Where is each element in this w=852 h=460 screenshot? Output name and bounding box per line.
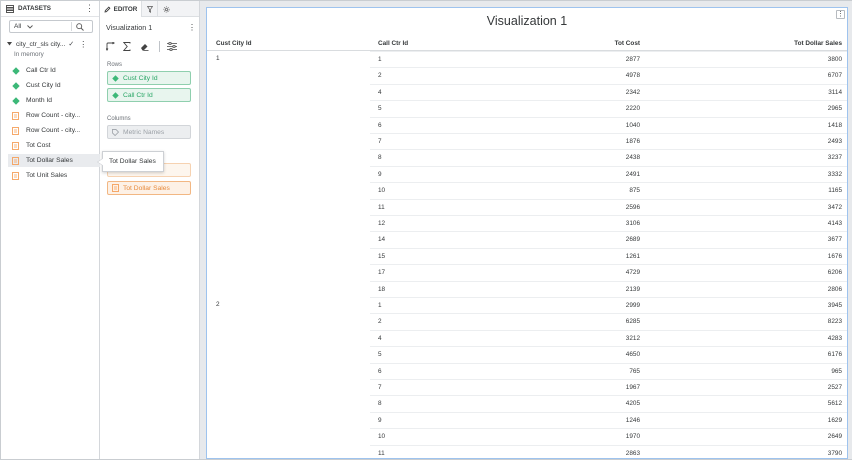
cell-tot-cost[interactable]: 3106 [625,220,640,227]
cell-call-ctr-id[interactable]: 10 [378,187,386,195]
dataset-object-label: Row Count - city... [26,127,81,134]
cell-tot-cost[interactable]: 4650 [625,351,640,359]
cell-call-ctr-id[interactable]: 4 [378,88,382,96]
editor-tabs [100,1,199,17]
datasets-more-icon[interactable]: ⋮ [85,3,94,13]
visualization-container[interactable] [206,7,848,459]
metric-icon [12,157,20,165]
cell-tot-dollar-sales[interactable]: 6707 [827,72,842,80]
dataset-filter-dropdown[interactable] [9,20,93,33]
cell-tot-dollar-sales[interactable]: 3237 [827,154,842,162]
dataset-object-label: Tot Cost [26,142,51,149]
cell-tot-cost[interactable]: 1876 [625,138,640,145]
pill-label: Cust City Id [123,74,158,82]
cell-tot-dollar-sales[interactable]: 3800 [827,56,842,63]
cell-tot-cost[interactable]: 1967 [625,384,640,391]
cell-tot-dollar-sales[interactable]: 3332 [827,170,842,178]
table-row[interactable] [370,248,847,264]
cell-tot-dollar-sales[interactable]: 2493 [827,138,842,145]
sum-icon[interactable] [123,40,140,52]
dataset-object-metric[interactable] [12,109,100,122]
table-row[interactable] [370,379,847,395]
cell-tot-cost[interactable]: 875 [629,187,640,195]
table-row[interactable] [370,363,847,379]
dataset-object-attribute[interactable] [12,94,100,107]
cell-call-ctr-id[interactable]: 7 [378,138,382,145]
cell-tot-cost[interactable]: 1261 [625,252,640,260]
cell-tot-cost[interactable]: 765 [629,367,640,375]
cell-tot-dollar-sales[interactable]: 2649 [827,433,842,441]
grid-table [207,35,847,457]
dataset-object-label: Tot Unit Sales [26,172,68,179]
cell-tot-dollar-sales[interactable]: 6176 [827,351,842,359]
cell-tot-dollar-sales[interactable]: 965 [831,367,842,375]
columns-zone-label: Columns [107,116,131,122]
cell-tot-cost[interactable]: 6285 [625,318,640,326]
dataset-object-metric[interactable] [8,154,100,167]
table-row[interactable] [370,117,847,133]
dataset-filter-value: All [14,23,22,30]
table-row[interactable] [370,199,847,215]
cell-call-ctr-id[interactable]: 11 [378,203,385,211]
cell-tot-cost[interactable]: 2689 [625,236,640,244]
cell-call-ctr-id[interactable]: 8 [378,400,382,408]
tag-icon [112,129,119,136]
rows-zone-label: Rows [107,62,123,68]
cell-call-ctr-id[interactable]: 6 [378,367,382,375]
dataset-object-metric[interactable] [12,139,100,152]
drag-tooltip: Tot Dollar Sales [102,151,164,172]
cell-call-ctr-id[interactable]: 14 [378,236,386,244]
cell-tot-cost[interactable]: 2491 [625,170,640,178]
datasets-title: DATASETS [18,5,51,12]
dataset-object-label: Tot Dollar Sales [26,157,73,164]
datasets-panel [1,1,100,459]
dataset-object-metric[interactable] [12,169,100,182]
table-row[interactable] [370,412,847,428]
cell-tot-dollar-sales[interactable]: 3472 [827,203,842,211]
cell-tot-cost[interactable]: 2139 [625,285,640,293]
cell-call-ctr-id[interactable]: 8 [378,154,382,162]
table-row[interactable] [370,264,847,280]
checkmark-icon: ✓ [68,41,75,48]
chevron-down-icon [27,25,33,29]
cell-tot-cost[interactable]: 1040 [625,121,640,129]
dataset-object-label: Cust City Id [26,82,61,89]
cell-tot-dollar-sales[interactable]: 1418 [827,121,842,129]
rows-pill-call-ctr-id[interactable] [107,88,191,102]
dataset-status: In memory [14,51,44,58]
attribute-icon [112,92,119,99]
cell-tot-cost[interactable]: 2596 [625,203,640,211]
table-row[interactable] [370,313,847,329]
visualization-title: Visualization 1 [486,14,568,28]
header-call-ctr-id[interactable]: Call Ctr Id [378,40,409,47]
tab-filter[interactable] [142,1,158,17]
dataset-more-icon[interactable]: ⋮ [79,39,88,49]
cell-tot-cost[interactable]: 1246 [625,416,640,424]
cell-call-ctr-id[interactable]: 12 [378,220,386,227]
cell-call-ctr-id[interactable]: 18 [378,285,386,293]
pencil-icon [104,6,111,13]
cell-call-ctr-id[interactable]: 2 [378,72,382,80]
columns-pill-metric-names[interactable] [107,125,191,139]
eraser-icon[interactable] [140,40,157,52]
table-row[interactable] [370,330,847,346]
swap-axes-icon[interactable] [106,40,123,52]
cell-tot-dollar-sales[interactable]: 4283 [827,334,842,342]
cell-tot-dollar-sales[interactable]: 4143 [827,220,842,227]
dataset-object-attribute[interactable] [12,79,100,92]
table-row[interactable] [370,182,847,198]
cell-tot-dollar-sales[interactable]: 3945 [827,302,842,309]
cell-call-ctr-id[interactable]: 6 [378,121,382,129]
cell-tot-cost[interactable]: 2877 [625,56,640,63]
tab-format[interactable] [158,1,174,17]
cell-tot-dollar-sales[interactable]: 1165 [828,187,842,195]
dataset-object-attribute[interactable] [12,64,100,77]
cell-tot-cost[interactable]: 4978 [625,72,640,80]
table-row[interactable] [370,100,847,116]
dataset-name: city_ctr_sls city... [16,40,66,48]
cell-tot-cost[interactable]: 2863 [625,449,640,457]
dataset-row[interactable] [7,38,97,50]
attribute-icon [112,75,119,82]
dataset-object-label: Month Id [26,97,53,104]
cell-tot-dollar-sales[interactable]: 2965 [827,105,842,113]
table-row[interactable] [370,445,847,460]
table-row[interactable] [370,166,847,182]
editor-more-icon[interactable]: ⋮ [188,23,196,32]
cell-tot-dollar-sales[interactable]: 5612 [827,400,842,408]
cell-tot-dollar-sales[interactable]: 2806 [827,285,842,293]
table-row[interactable] [370,133,847,149]
table-row[interactable] [370,346,847,362]
cell-call-ctr-id[interactable]: 1 [378,302,382,309]
cell-call-ctr-id[interactable]: 11 [378,449,385,457]
database-icon [6,5,14,13]
pill-label: Tot Dollar Sales [123,184,170,192]
table-row[interactable] [370,84,847,100]
cell-call-ctr-id[interactable]: 9 [378,170,382,178]
cell-cust-city-id[interactable]: 1 [216,55,220,62]
header-tot-dollar-sales[interactable]: Tot Dollar Sales [794,40,842,47]
cell-call-ctr-id[interactable]: 17 [378,269,386,277]
cell-tot-cost[interactable]: 3212 [625,334,640,342]
table-row[interactable] [370,215,847,231]
metric-icon [12,127,20,135]
grid-header-row [207,35,847,51]
cell-call-ctr-id[interactable]: 7 [378,384,382,391]
attribute-icon [12,97,20,105]
metrics-pill-tot-dollar-sales[interactable] [107,181,191,195]
metric-icon [12,172,20,180]
attribute-icon [12,67,20,75]
cell-tot-dollar-sales[interactable]: 3790 [827,449,842,457]
table-row[interactable] [370,428,847,444]
editor-panel [100,1,200,459]
pill-label: Call Ctr Id [123,91,153,99]
cell-call-ctr-id[interactable]: 4 [378,334,382,342]
cell-tot-dollar-sales[interactable]: 6206 [827,269,842,277]
cell-tot-dollar-sales[interactable]: 8223 [827,318,842,326]
editor-viz-name: Visualization 1 [106,23,153,32]
rows-pill-cust-city-id[interactable] [107,71,191,85]
tab-editor[interactable] [100,1,142,17]
metric-icon [112,184,119,192]
table-row[interactable] [370,51,847,67]
dataset-object-metric[interactable] [12,124,100,137]
table-row[interactable] [370,297,847,313]
caret-down-icon[interactable] [7,42,12,46]
cell-tot-dollar-sales[interactable]: 3677 [827,236,842,244]
table-row[interactable] [370,281,847,297]
cell-call-ctr-id[interactable]: 2 [378,318,382,326]
cell-call-ctr-id[interactable]: 5 [378,351,382,359]
search-icon[interactable] [76,23,84,31]
cell-tot-cost[interactable]: 2220 [625,105,640,113]
cell-tot-dollar-sales[interactable]: 1629 [827,416,842,424]
cell-call-ctr-id[interactable]: 9 [378,416,382,424]
header-cust-city-id[interactable]: Cust City Id [216,40,252,47]
cell-cust-city-id[interactable]: 2 [216,301,220,308]
cell-tot-cost[interactable]: 2342 [625,88,640,96]
cell-call-ctr-id[interactable]: 1 [378,56,382,63]
cell-tot-dollar-sales[interactable]: 1676 [827,252,842,260]
metric-icon [12,142,20,150]
dataset-object-label: Call Ctr Id [26,67,56,74]
metric-icon [12,112,20,120]
cell-call-ctr-id[interactable]: 15 [378,252,386,260]
cell-tot-cost[interactable]: 4205 [625,400,640,408]
settings-sliders-icon[interactable] [167,40,184,52]
gear-icon [163,6,170,13]
dataset-object-label: Row Count - city... [26,112,81,119]
cell-tot-cost[interactable]: 2999 [625,302,640,309]
header-tot-cost[interactable]: Tot Cost [614,40,640,47]
table-row[interactable] [370,67,847,83]
cell-tot-dollar-sales[interactable]: 2527 [827,384,842,391]
editor-toolbar [106,40,184,52]
pill-label: Metric Names [123,128,165,136]
tab-editor-label: EDITOR [113,5,138,13]
table-row[interactable] [370,149,847,165]
table-row[interactable] [370,231,847,247]
cell-tot-cost[interactable]: 2438 [625,154,640,162]
datasets-header [1,1,99,17]
toolbar-separator [159,41,160,52]
visualization-more-icon[interactable]: ⋮ [837,11,844,18]
cell-tot-dollar-sales[interactable]: 3114 [828,88,842,96]
filter-separator [71,22,72,31]
cell-tot-cost[interactable]: 4729 [625,269,640,277]
cell-tot-cost[interactable]: 1970 [625,433,640,441]
filter-icon [147,6,153,13]
cell-call-ctr-id[interactable]: 10 [378,433,386,441]
cell-call-ctr-id[interactable]: 5 [378,105,382,113]
attribute-icon [12,82,20,90]
table-row[interactable] [370,395,847,411]
